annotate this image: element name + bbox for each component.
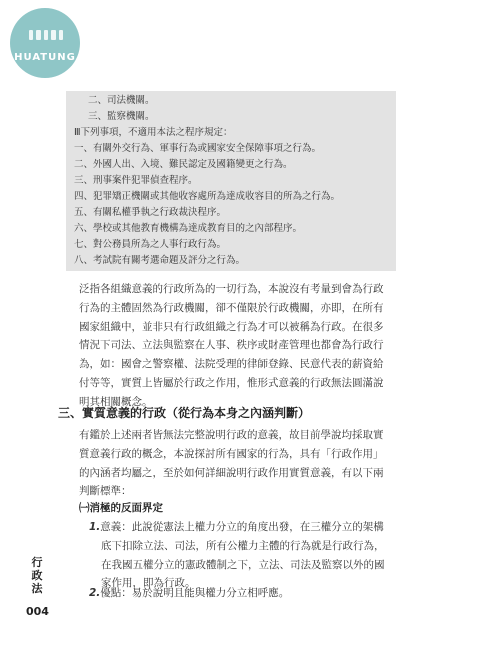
- list-item: [89, 518, 385, 593]
- paragraph-line: 國家組織中，並非只有行政組織之行為才可以被稱為行政。在很多: [79, 320, 384, 333]
- item-text: 底下扣除立法、司法，所有公權力主體的行為就是行政行為，: [101, 539, 385, 552]
- item-number: 2.: [89, 587, 101, 599]
- subsection-heading: ㈠消極的反面界定: [79, 502, 163, 514]
- item-text: 家作用，即為行政。: [101, 577, 196, 590]
- body-paragraph: [79, 426, 384, 501]
- quote-line: 一、有關外交行為、軍事行為或國家安全保障事項之行為。: [74, 143, 322, 154]
- paragraph-line: 行為的主體固然為行政機關，卻不僅限於行政機關，亦即，在所有: [79, 301, 384, 314]
- list-item-first-line: [89, 518, 385, 537]
- paragraph-line: 情況下司法、立法與監察在人事、秩序或財產管理也都會為行政行: [79, 339, 384, 352]
- statute-quote-box: [66, 91, 396, 271]
- quote-line: 二、司法機關。: [88, 95, 155, 106]
- section-heading: 三、實質意義的行政（從行為本身之內涵判斷）: [58, 406, 311, 420]
- page-number: 004: [26, 605, 49, 618]
- paragraph-line: 的內涵者均屬之，至於如何詳細說明行政作用實質意義，有以下兩: [79, 466, 384, 479]
- paragraph-line: 有鑑於上述兩者皆無法完整說明行政的意義，故目前學說均採取實: [79, 429, 384, 441]
- publisher-logo: [10, 8, 80, 78]
- item-text: 意義：此說從憲法上權力分立的角度出發，在三權分立的架構: [100, 521, 384, 533]
- logo-mark: [29, 30, 63, 40]
- paragraph-line: 判斷標準：: [79, 485, 132, 498]
- list-item: [89, 584, 289, 603]
- quote-line: 三、刑事案件犯罪偵查程序。: [74, 175, 198, 186]
- paragraph-line: 為，如：國會之警察權、法院受理的律師登錄、民意代表的薪資給: [79, 358, 384, 371]
- quote-line: 二、外國人出、入境、難民認定及國籍變更之行為。: [74, 159, 293, 170]
- quote-line: 八、考試院有關考選命題及評分之行為。: [74, 255, 246, 266]
- logo-text: HUATUNG: [14, 52, 76, 63]
- item-text: 在我國五權分立的憲政體制之下，立法、司法及監察以外的國: [101, 558, 385, 571]
- quote-line: 四、犯罪矯正機關或其他收容處所為達成收容目的所為之行為。: [74, 191, 341, 202]
- paragraph-line: 質意義行政的概念，本說探討所有國家的行為，具有「行政作用」: [79, 447, 384, 460]
- quote-line: 三、監察機關。: [88, 111, 155, 122]
- side-tab-char: 行: [31, 556, 43, 569]
- body-paragraph: [79, 280, 384, 412]
- quote-line: 六、學校或其他教育機構為達成教育目的之內部程序。: [74, 223, 303, 234]
- quote-line: 五、有關私權爭執之行政裁決程序。: [74, 207, 227, 218]
- chapter-side-tab: [30, 556, 44, 595]
- quote-line: 七、對公務員所為之人事行政行為。: [74, 239, 227, 250]
- item-text: 優點：易於說明且能與權力分立相呼應。: [100, 587, 290, 599]
- paragraph-line: 付等等，實質上皆屬於行政之作用，惟形式意義的行政無法圓滿說: [79, 376, 384, 389]
- side-tab-char: 法: [31, 582, 43, 595]
- paragraph-line: 明其相關概念。: [79, 395, 153, 408]
- list-item-first-line: [89, 584, 289, 603]
- quote-line: Ⅲ下列事項，不適用本法之程序規定：: [74, 127, 233, 138]
- side-tab-char: 政: [31, 569, 43, 582]
- paragraph-line: 泛指各組織意義的行政所為的一切行為，本說沒有考量到會為行政: [79, 283, 384, 295]
- item-number: 1.: [89, 521, 101, 533]
